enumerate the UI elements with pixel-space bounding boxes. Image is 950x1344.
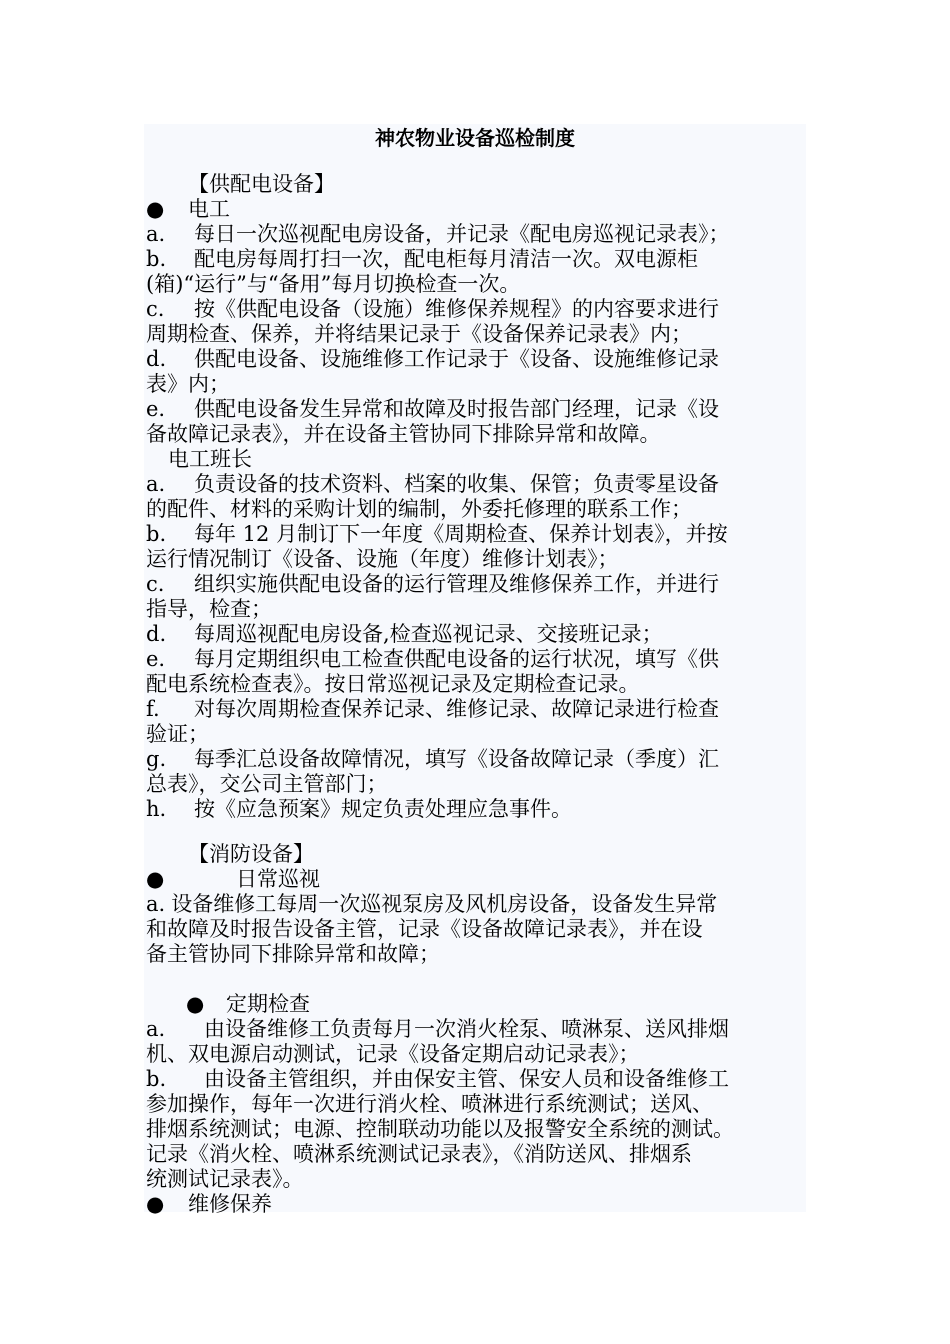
list-item-line xyxy=(146,547,806,572)
list-item-text: 验证； xyxy=(146,722,209,746)
list-item-line xyxy=(146,1117,806,1142)
list-marker: b. xyxy=(146,522,167,546)
bullet-heading-text: 定期检查 xyxy=(226,992,310,1016)
bullet-icon: ● xyxy=(146,197,165,221)
section-heading xyxy=(146,842,848,867)
group-heading xyxy=(146,447,828,472)
list-item-line xyxy=(146,622,806,647)
list-item-text: 和故障及时报告设备主管，记录《设备故障记录表》，并在设 xyxy=(146,917,703,941)
list-item-line xyxy=(146,1167,806,1192)
list-item-line xyxy=(146,497,806,522)
list-marker: a. xyxy=(146,222,166,246)
list-item-line xyxy=(146,247,806,272)
list-marker: a. xyxy=(146,892,166,916)
list-marker: g. xyxy=(146,747,167,771)
bullet-heading-text: 维修保养 xyxy=(188,1192,272,1216)
list-item-text: 总表》，交公司主管部门； xyxy=(146,772,388,796)
list-item-text: 统测试记录表》。 xyxy=(146,1167,304,1191)
list-item-text: 参加操作，每年一次进行消火栓、喷淋进行系统测试；送风、 xyxy=(146,1092,713,1116)
list-item-line xyxy=(146,397,806,422)
list-item-text: 每年 12 月制订下一年度《周期检查、保养计划表》，并按 xyxy=(194,522,728,546)
list-item-text: 配电房每周打扫一次，配电柜每月清洁一次。双电源柜 xyxy=(194,247,698,271)
group-heading-text: 电工班长 xyxy=(168,447,252,471)
list-marker: h. xyxy=(146,797,167,821)
list-marker: d. xyxy=(146,622,167,646)
list-item-text: 按《应急预案》规定负责处理应急事件。 xyxy=(194,797,572,821)
list-item-line xyxy=(146,697,806,722)
list-item-line xyxy=(146,322,806,347)
bullet-heading xyxy=(146,1192,806,1217)
list-item-line xyxy=(146,472,806,497)
list-item-text: 周期检查、保养，并将结果记录于《设备保养记录表》内； xyxy=(146,322,692,346)
list-item-text: 的配件、材料的采购计划的编制，外委托修理的联系工作； xyxy=(146,497,692,521)
bullet-heading xyxy=(146,867,806,892)
list-item-text: 记录《消火栓、喷淋系统测试记录表》，《消防送风、排烟系 xyxy=(146,1142,692,1166)
bullet-icon: ● xyxy=(146,1192,165,1216)
list-item-text: 按《供配电设备（设施）维修保养规程》的内容要求进行 xyxy=(194,297,719,321)
list-item-line xyxy=(146,892,806,917)
section-heading-text: 【供配电设备】 xyxy=(188,172,335,196)
list-item-text: 备故障记录表》，并在设备主管协同下排除异常和故障。 xyxy=(146,422,661,446)
list-item-text: (箱)“运行”与“备用”每月切换检查一次。 xyxy=(146,272,521,296)
bullet-icon: ● xyxy=(146,867,165,891)
list-item-line xyxy=(146,647,806,672)
list-item-line xyxy=(146,797,806,822)
list-item-line xyxy=(146,272,806,297)
list-item-line xyxy=(146,1067,806,1092)
list-item-text: 机、双电源启动测试，记录《设备定期启动记录表》； xyxy=(146,1042,640,1066)
list-item-text: 设备维修工每周一次巡视泵房及风机房设备，设备发生异常 xyxy=(171,892,718,916)
list-item-line xyxy=(146,297,806,322)
list-item-text: 每日一次巡视配电房设备，并记录《配电房巡视记录表》； xyxy=(194,222,730,246)
bullet-heading xyxy=(146,992,846,1017)
list-item-text: 供配电设备发生异常和故障及时报告部门经理，记录《设 xyxy=(194,397,719,421)
list-item-text: 每月定期组织电工检查供配电设备的运行状况，填写《供 xyxy=(194,647,719,671)
list-marker: f. xyxy=(146,697,160,721)
list-item-line xyxy=(146,372,806,397)
list-marker: a. xyxy=(146,1017,166,1041)
list-item-text: 运行情况制订《设备、设施（年度）维修计划表》； xyxy=(146,547,619,571)
list-item-text: 负责设备的技术资料、档案的收集、保管；负责零星设备 xyxy=(194,472,719,496)
list-marker: b. xyxy=(146,247,167,271)
list-item-text: 供配电设备、设施维修工作记录于《设备、设施维修记录 xyxy=(194,347,719,371)
list-item-text: 指导，检查； xyxy=(146,597,272,621)
bullet-heading-text: 日常巡视 xyxy=(236,867,320,891)
section-heading-text: 【消防设备】 xyxy=(188,842,314,866)
list-item-text: 对每次周期检查保养记录、维修记录、故障记录进行检查 xyxy=(194,697,719,721)
list-marker: d. xyxy=(146,347,167,371)
list-item-text: 备主管协同下排除异常和故障； xyxy=(146,942,440,966)
list-marker: e. xyxy=(146,397,166,421)
list-item-line xyxy=(146,1092,806,1117)
list-item-line xyxy=(146,1017,806,1042)
list-item-line xyxy=(146,222,806,247)
list-item-text: 由设备维修工负责每月一次消火栓泵、喷淋泵、送风排烟 xyxy=(204,1017,729,1041)
list-marker: e. xyxy=(146,647,166,671)
bullet-heading xyxy=(146,197,806,222)
list-item-text: 配电系统检查表》。按日常巡视记录及定期检查记录。 xyxy=(146,672,640,696)
list-item-line xyxy=(146,917,806,942)
list-item-line xyxy=(146,772,806,797)
list-marker: c. xyxy=(146,572,165,596)
page-title: 神农物业设备巡检制度 xyxy=(375,126,575,150)
list-item-line xyxy=(146,347,806,372)
list-item-text: 排烟系统测试；电源、控制联动功能以及报警安全系统的测试。 xyxy=(146,1117,734,1141)
list-item-line xyxy=(146,572,806,597)
list-item-text: 表》内； xyxy=(146,372,230,396)
list-item-line xyxy=(146,747,806,772)
list-item-line xyxy=(146,1142,806,1167)
list-item-line xyxy=(146,672,806,697)
list-item-line xyxy=(146,1042,806,1067)
list-item-line xyxy=(146,722,806,747)
bullet-icon: ● xyxy=(186,992,205,1016)
list-item-line xyxy=(146,522,806,547)
list-item-text: 每周巡视配电房设备,检查巡视记录、交接班记录； xyxy=(194,622,663,646)
list-item-text: 由设备主管组织，并由保安主管、保安人员和设备维修工 xyxy=(204,1067,729,1091)
list-item-text: 每季汇总设备故障情况，填写《设备故障记录（季度）汇 xyxy=(194,747,719,771)
section-heading xyxy=(146,172,848,197)
list-item-line xyxy=(146,422,806,447)
list-marker: b. xyxy=(146,1067,167,1091)
list-item-line xyxy=(146,942,806,967)
bullet-heading-text: 电工 xyxy=(188,197,230,221)
list-marker: a. xyxy=(146,472,166,496)
list-item-line xyxy=(146,597,806,622)
list-item-text: 组织实施供配电设备的运行管理及维修保养工作，并进行 xyxy=(194,572,719,596)
list-marker: c. xyxy=(146,297,165,321)
